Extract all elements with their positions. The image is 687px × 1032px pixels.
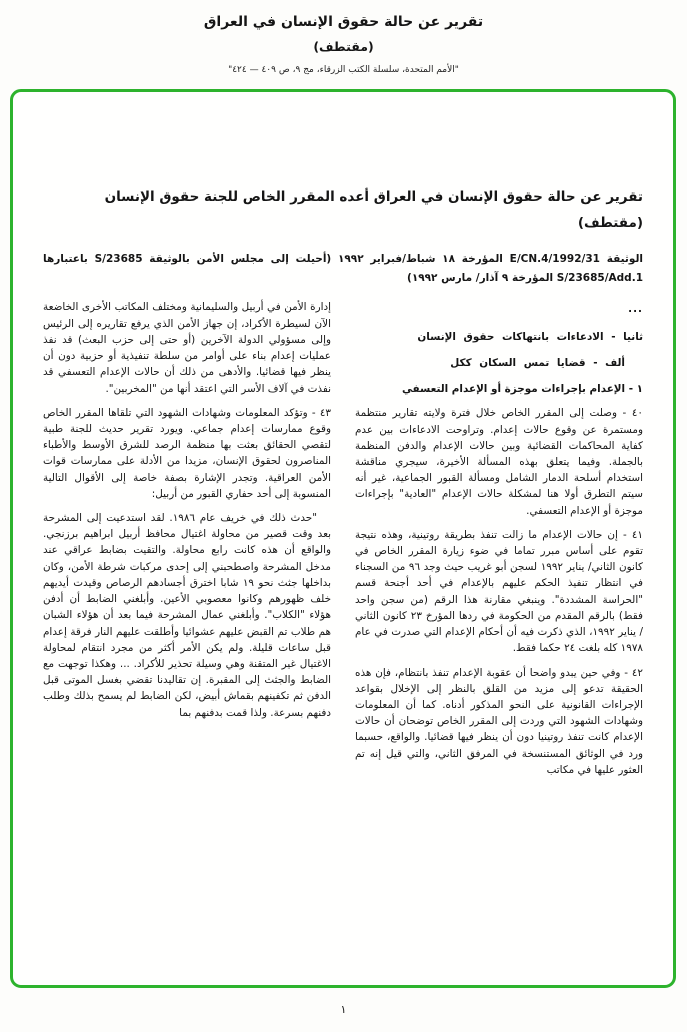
source-citation: "الأمم المتحدة، سلسلة الكتب الزرقاء، مج ٩، ص ٤٠٩ — ٤٢٤" <box>228 65 459 75</box>
paragraph-41: ٤١ - إن حالات الإعدام ما زالت تنفذ بطريقة روتينية، وهذه نتيجة تقوم على أساس مبرر تماما في ضوء زيارة المقرر الخاص في كانون الثاني/ يناير ١٩٩٢ لسجن أبو غريب حيث وجد ٩٦ من السجناء في انتظار تنفيذ الحكم عليهم بالإعدام في أحد أجنحة قسم "الحراسة المشددة". وينبغي مقارنة هذا الرقم (من سجن واحد فقط) بالرقم المقدم من الحكومة في ردها المؤرخ ٢٣ كانون الثاني / يناير ١٩٩٢، الذي ذكرت فيه أن أحكام الإعدام التي صدرت في عام ١٩٧٨ كله بلغت ٢٤ حكما فقط. <box>355 528 644 655</box>
column-left <box>43 299 331 778</box>
page-header <box>0 14 687 75</box>
subsection-heading: ألف - قضايا تمس السكان ككل <box>450 356 625 369</box>
document-frame <box>10 89 676 988</box>
paragraph-40: ٤٠ - وصلت إلى المقرر الخاص خلال فترة ولايته تقارير منتظمة ومستمرة عن وقوع حالات إعدام. وتراوحت الادعاءات بين عدم كفاية المحاكمات القضائية وبين حالات الإعدام والدفن المنظمة بالجملة. وفيما يتعلق بهذه المسألة الأخيرة، سيجري مناقشة استخدام أسلحة الدمار الشامل ومسألة القبور الجماعية، غير أنه سيتم التطرق أولا هنا لمشكلة حالات الإعدام "العادية" بإجراءات موجزة أو الإعدام التعسفي. <box>355 407 643 517</box>
gravedigger-quote: "حدث ذلك في خريف عام ١٩٨٦. لقد استدعيت إلى المشرحة بعد وقت قصير من محاولة اغتيال محافظ أربيل ابراهيم برزنجي. والواقع أن هذه كانت رابع محاولة. والتقيت بضابط عراقي عند مدخل المشرحة واصطحبني إلى إحدى مركبات شرطة الأمن، وكان بداخلها جثث نحو ١٩ شابا اخترق أجسادهم الرصاص وقيدت أيديهم خلف ظهورهم وكانوا معصوبي الأعين. وأبلغني الضابط أن أدفن هؤلاء "الكلاب". وأبلغني عمال المشرحة فيما بعد أن هؤلاء الشبان هم طلاب تم القبض عليهم عشوائيا وأطلقت عليهم النار فرقة إعدام قبل ساعات قليلة. ولم يكن الأمر أكثر من مجرد انتقام لمحاولة الاغتيال غير المتقنة وهي وسيلة تحذير للأكراد. ... وهكذا توجهت مع الضابط والجثث إلى المقبرة. إن تقاليدنا تقضي بغسل الموتى قبل الدفن ثم تكفينهم بقماش أبيض، لكن الضابط لم يسمح بذلك وطلب دفنهم بسرعة. ولذا قمت بدفنهم بما <box>43 512 331 719</box>
document-reference: الوثيقة E/CN.4/1992/31 المؤرخة ١٨ شباط/فبراير ١٩٩٢ (أحيلت إلى مجلس الأمن بالوثيقة S/23685 باعتبارها S/23685/Add.1 المؤرخة ٩ آذار/ مارس ١٩٩٢) <box>43 252 643 284</box>
column-right <box>355 299 643 778</box>
page-title: تقرير عن حالة حقوق الإنسان في العراق <box>203 14 484 30</box>
page-subtitle: (مقتطف) <box>313 39 374 54</box>
content-columns <box>43 299 643 778</box>
topic-heading: ١ - الإعدام بإجراءات موجزة أو الإعدام التعسفي <box>402 383 643 396</box>
ellipsis-marker: ... <box>628 303 643 316</box>
document-title: تقرير عن حالة حقوق الإنسان في العراق أعده المقرر الخاص للجنة حقوق الإنسان (مقتطف) <box>104 189 643 232</box>
page-number: ١ <box>340 1003 347 1016</box>
section-heading: ثانيا - الادعاءات بانتهاكات حقوق الإنسان <box>417 330 643 343</box>
paragraph-continuation: إدارة الأمن في أربيل والسليمانية ومختلف المكاتب الأخرى الخاضعة الآن لسيطرة الأكراد، إن جهاز الأمن الذي يرفع تقاريره إلى الرئيس وإلى مسؤولي الدولة الآخرين (أو حتى إلى حزب البعث) قد نفذ عمليات إعدام بناء على أوامر من سلطة تنفيذية أو حزبية دون أن ينظر فيها قضائيا. والأدهى من ذلك أن حالات الإعدام التعسفي قد نفذت في آلاف الأسر التي اعتقد أنها من "المخربين". <box>43 301 331 395</box>
paragraph-43: ٤٣ - وتؤكد المعلومات وشهادات الشهود التي تلقاها المقرر الخاص وقوع ممارسات إعدام جماعي. ويورد تقرير حديث للجنة طبية لتقصي الحقائق بعثت بها منظمة الرصد للشرق الأوسط والأطباء المناصرون لحقوق الإنسان، مزيدا من الأدلة على ممارسات قوات الأمن العراقية. وتجدر الإشارة بصفة خاصة إلى الأقوال التالية المنسوبة إلى أحد حفاري القبور من أربيل: <box>43 406 331 500</box>
paragraph-42: ٤٢ - وفي حين يبدو واضحا أن عقوبة الإعدام تنفذ بانتظام، فإن هذه الحقيقة تدعو إلى مزيد من القلق بالنظر إلى الإخلال بقواعد الإجراءات القانونية على النحو المذكور أدناه. كما أن المعلومات وشهادات الشهود التي وردت إلى المقرر الخاص توضحان أن حالات الإعدام كانت تنفذ روتينيا دون أن ينظر فيها قضائيا. والواقع، حسبما ورد في الوثائق المستنسخة في المرفق الثاني، والتي قيل إنه تم العثور عليها في مكاتب <box>355 666 643 776</box>
